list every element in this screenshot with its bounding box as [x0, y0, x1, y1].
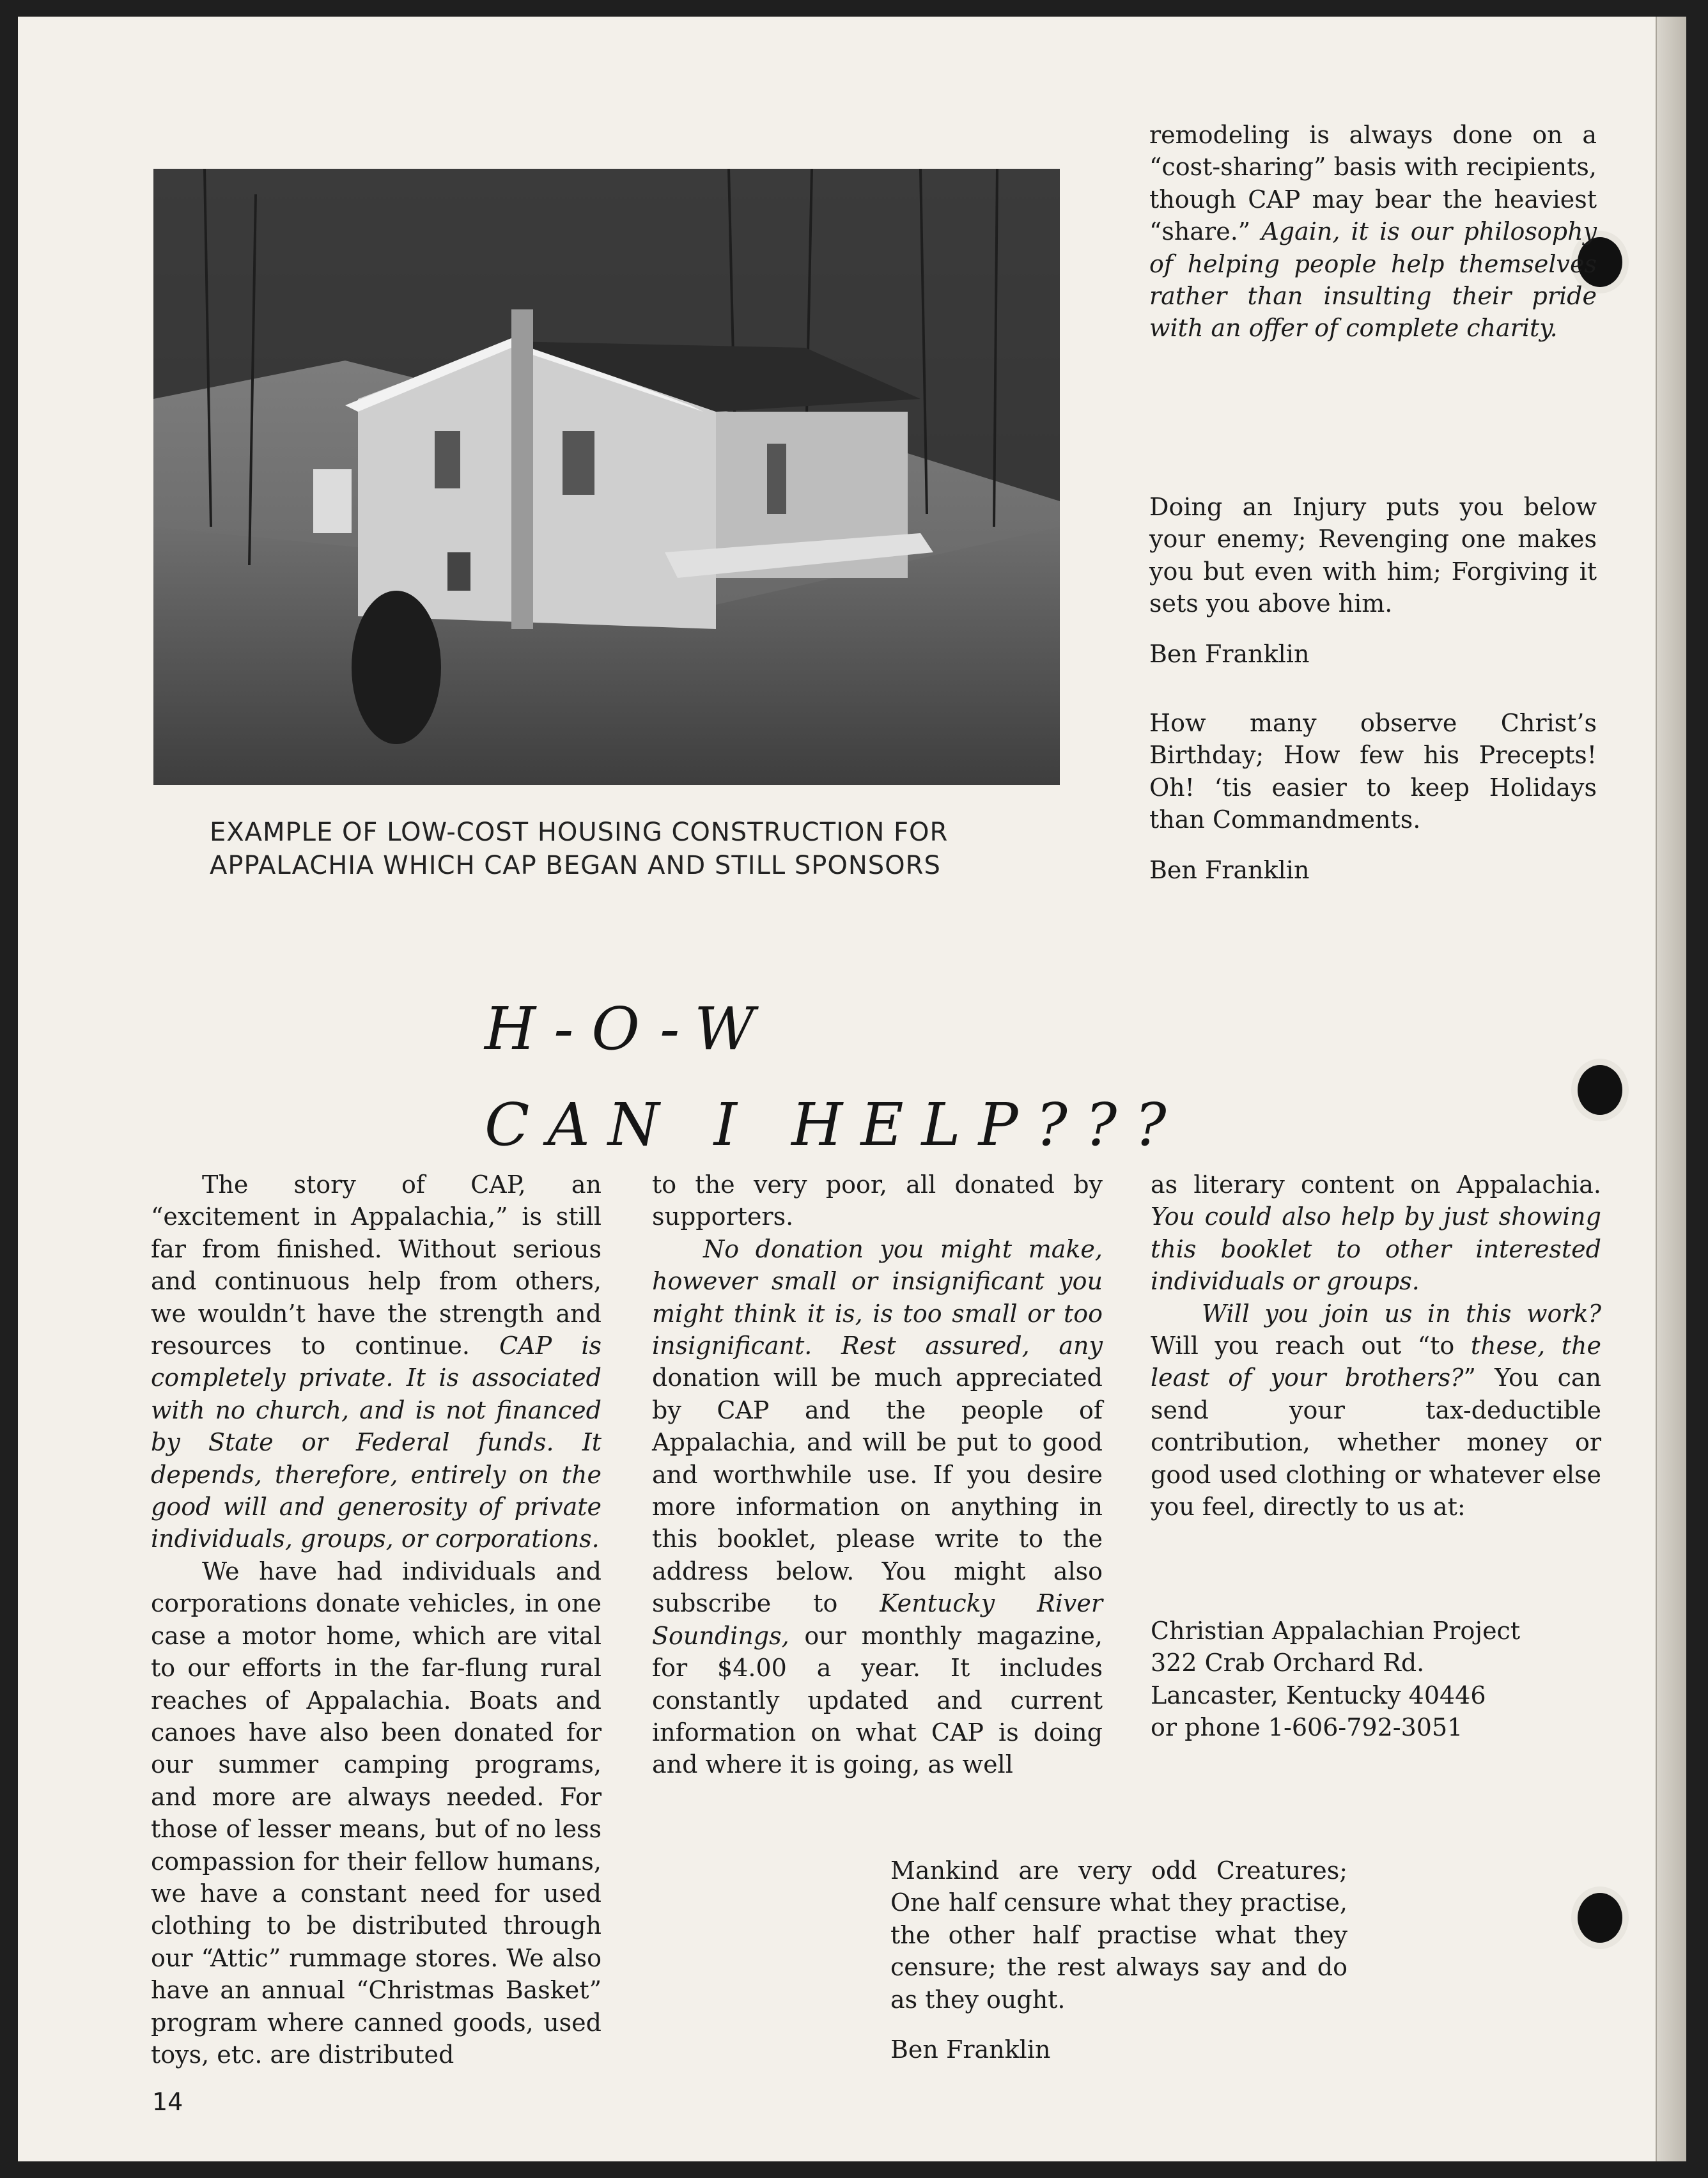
quote-text: How many observe Christ’s Birthday; How few his Precepts! Oh! ‘tis easier to keep Holidays than Commandments. — [1149, 709, 1597, 834]
text-run: remodeling is always done on a “cost-sharing” basis with recipients, though CAP may bear the heaviest “share.” — [1149, 121, 1597, 246]
caption-line: EXAMPLE OF LOW-COST HOUSING CONSTRUCTION FOR — [210, 818, 949, 847]
address-line: 322 Crab Orchard Rd. — [1151, 1649, 1425, 1677]
booklet-page — [18, 17, 1686, 2161]
col-right-top — [1149, 119, 1597, 345]
paragraph — [151, 1169, 602, 1555]
address-line: Christian Appalachian Project — [1151, 1617, 1521, 1645]
paragraph — [1151, 1298, 1601, 1523]
heading-line-1: H-O-W — [485, 995, 773, 1063]
body-column-1 — [151, 1169, 602, 2071]
text-run: as literary content on Appalachia. — [1151, 1171, 1601, 1199]
binding-edge — [1656, 17, 1686, 2161]
italic-text: Again, it is our philosophy of helping people help themselves rather than insulting their pride with an offer of complete charity. — [1149, 217, 1597, 343]
caption-line: APPALACHIA WHICH CAP BEGAN AND STILL SPONSORS — [210, 851, 941, 880]
text-run: donation will be much appreciated by CAP and the people of Appalachia, and will be put to good and worthwhile use. If you desire more information on anything in this booklet, please write to the address below. You might also subscribe to — [652, 1364, 1103, 1618]
body-column-3 — [1151, 1169, 1601, 1523]
quote-author: Ben Franklin — [1149, 639, 1310, 668]
italic-text: these, the least of your brothers? — [1151, 1332, 1601, 1392]
paragraph — [652, 1233, 1103, 1781]
body-column-2 — [652, 1169, 1103, 1781]
quote-author: Ben Franklin — [890, 2035, 1051, 2064]
text-run: ” You can send your tax-deductible contribution, whether money or good used clothing or whatever else you feel, directly to us at: — [1151, 1364, 1601, 1521]
paragraph — [1151, 1169, 1601, 1298]
quote-author: Ben Franklin — [1149, 855, 1310, 884]
paragraph — [1149, 119, 1597, 345]
binder-hole — [1578, 1065, 1622, 1115]
phone-line: or phone 1-606-792-3051 — [1151, 1713, 1463, 1742]
italic-text: You could also help by just showing this booklet to other interested individuals or groups. — [1151, 1202, 1601, 1296]
text-run: our monthly magazine, for $4.00 a year. It includes constantly updated and current information on what CAP is doing and where it is going, as well — [652, 1621, 1103, 1779]
photo-caption — [210, 816, 1060, 882]
italic-text: CAP is completely private. It is associated with no church, and is not financed by State or Federal funds. It depends, therefore, entirely on the good will and generosity of private individuals, groups, or corporations. — [151, 1332, 602, 1553]
franklin-quote-3 — [890, 1855, 1347, 2065]
heading-line-2: CAN I HELP??? — [485, 1091, 1184, 1159]
text-run: The story of CAP, an “excitement in Appalachia,” is still far from finished. Without serious and continuous help from others, we wouldn’t have the strength and resources to continue. — [151, 1171, 602, 1360]
address-line: Lancaster, Kentucky 40446 — [1151, 1681, 1486, 1709]
franklin-quote-2 — [1149, 707, 1597, 886]
italic-text: No donation you might make, however small or insignificant you might think it is, is too small or too insignificant. Rest assured, any — [652, 1234, 1103, 1360]
house-photo — [153, 169, 1060, 785]
quote-text: Doing an Injury puts you below your enemy; Revenging one makes you but even with him; Forgiving it sets you above him. — [1149, 493, 1597, 618]
magazine-title: Kentucky River Soundings, — [652, 1589, 1103, 1650]
quote-text: Mankind are very odd Creatures; One half censure what they practise, the other half practise what they censure; the rest always say and do as they ought. — [890, 1856, 1347, 2014]
franklin-quote-1 — [1149, 491, 1597, 670]
page-number: 14 — [152, 2088, 183, 2116]
italic-text: Will you join us in this work? — [1202, 1299, 1601, 1328]
paragraph: to the very poor, all donated by supporters. — [652, 1171, 1103, 1231]
binder-hole — [1578, 1893, 1622, 1943]
text-run: Will you reach out “to — [1151, 1332, 1471, 1360]
mailing-address — [1151, 1615, 1601, 1744]
paragraph: We have had individuals and corporations donate vehicles, in one case a motor home, which are vital to our efforts in the far-flung rural reaches of Appalachia. Boats and canoes have also been donated for our summer camping programs, and more are always needed. For those of lesser means, but of no less compassion for their fellow humans, we have a constant need for used clothing to be distributed through our “Attic” rummage stores. We also have an annual “Christmas Basket” program where canned goods, used toys, etc. are distributed — [151, 1557, 602, 2069]
